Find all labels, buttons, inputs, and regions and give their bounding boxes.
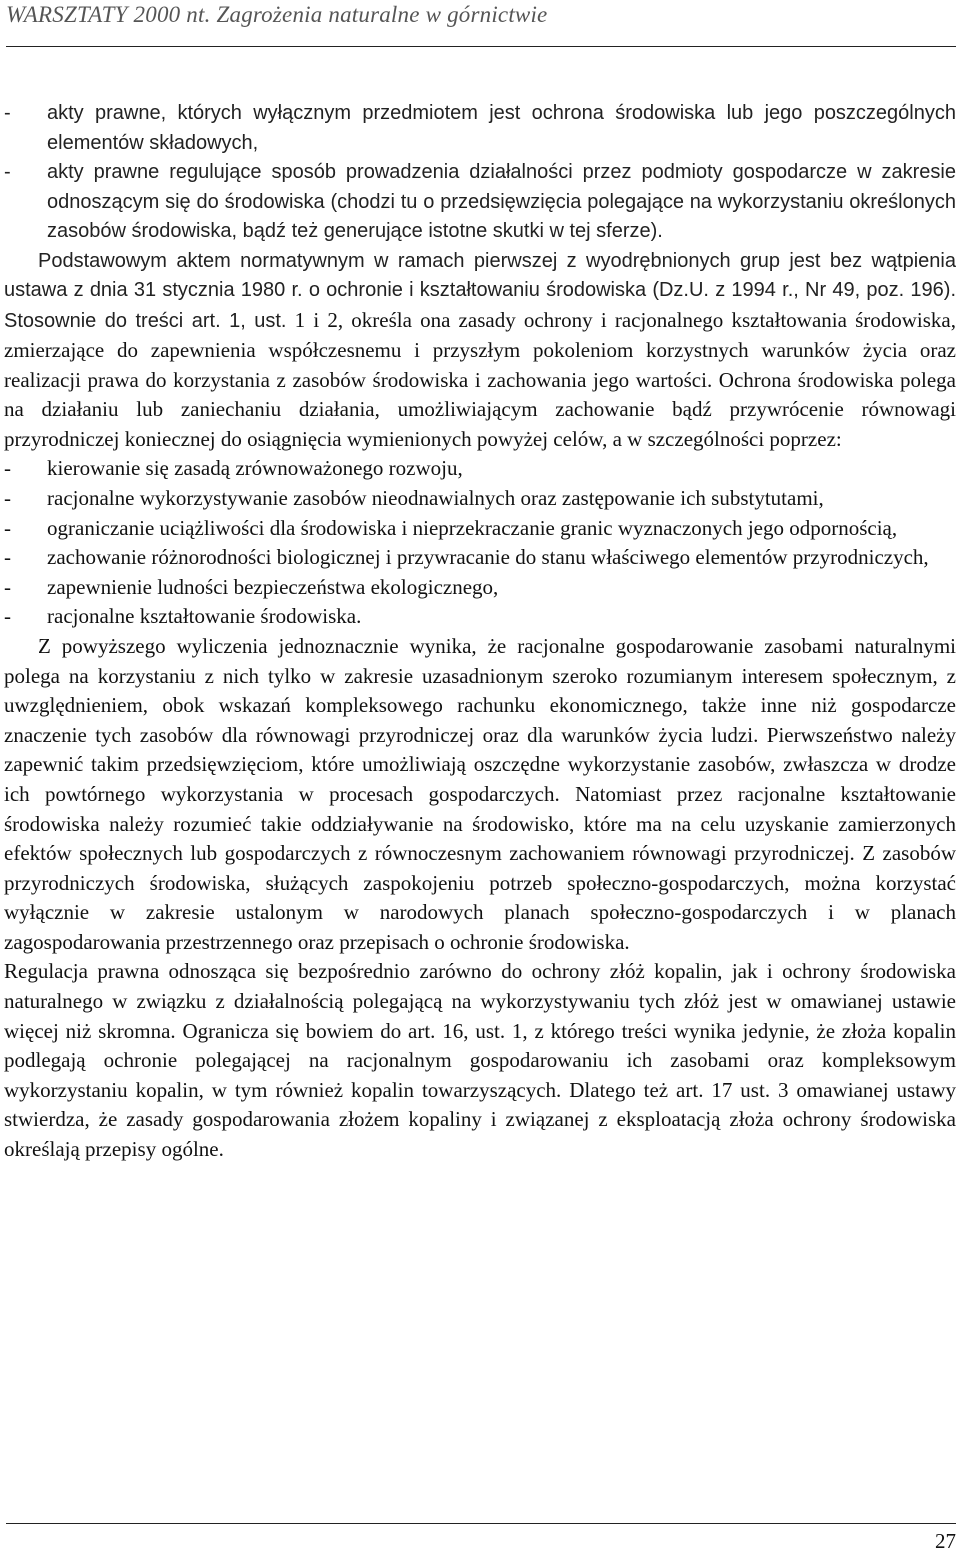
paragraph-deposit-regulation: Regulacja prawna odnosząca się bezpośrednio zarówno do ochrony złóż kopalin, jak i ochrony środowiska naturalnego w związku z działalnością polegającą na wykorzystywaniu tych złóż jest w omawianej ustawie więcej niż skromna. Ogranicza się bowiem do art. 16, ust. 1, z którego treści wynika jedynie, że złoża kopalin podlegają ochronie polegającej na racjonalnym gospodarowaniu ich zasobami oraz kompleksowym wykorzystaniu kopalin, w tym również kopalin towarzyszących. Dlatego też art. 17 ust. 3 omawianej ustawy stwierdza, że zasady gospodarowania złożem kopaliny i związanej z eksploatacją złoża ochrony środowiska określają przepisy ogólne.	[4, 959, 956, 1162]
list-dash: -	[4, 485, 11, 510]
list-item	[4, 454, 956, 484]
list-legal-acts	[4, 99, 956, 247]
list-item-text: akty prawne regulujące sposób prowadzenia działalności przez podmioty gospodarcze w zakresie odnoszącym się do środowiska (chodzi tu o przedsięwzięcia polegające na wykorzystaniu określonych zasobów środowiska, bądź też generujące istotne skutki w tej sferze).	[47, 161, 956, 242]
list-item	[4, 99, 956, 158]
list-item-text: zapewnienie ludności bezpieczeństwa ekologicznego,	[47, 574, 499, 599]
paragraph-statute-sans-part: Podstawowym aktem normatywnym w ramach pierwszej z wyodrębnionych grup jest bez wątpienia ustawa z dnia 31 stycznia 1980 r. o ochronie i kształtowaniu środowiska (Dz.U. z 1994 r., Nr 49, poz. 196). Stosownie do treści art. 1, ust.	[4, 249, 956, 332]
footer-rule	[6, 1523, 956, 1524]
list-dash: -	[4, 456, 11, 481]
list-item	[4, 573, 956, 603]
running-header-title: WARSZTATY 2000 nt. Zagrożenia naturalne w górnictwie	[6, 2, 548, 27]
paragraph-statute	[4, 247, 956, 455]
list-item	[4, 484, 956, 514]
list-item-text: racjonalne wykorzystywanie zasobów nieodnawialnych oraz zastępowanie ich substytutami,	[47, 485, 824, 510]
list-item-text: zachowanie różnorodności biologicznej i przywracanie do stanu właściwego elementów przyrodniczych,	[47, 545, 929, 570]
list-item	[4, 602, 956, 632]
list-dash: -	[4, 102, 11, 124]
page-header	[6, 0, 956, 50]
list-protection-means	[4, 454, 956, 632]
paragraph-statute-serif-part: 1 i 2, określa ona zasady ochrony i racjonalnego kształtowania środowiska, zmierzające do zapewnienia współczesnemu i przyszłym pokoleniom korzystnych warunków życia oraz realizacji prawa do korzystania z zasobów środowiska i zachowania jego wartości. Ochrona środowiska polega na działaniu lub zaniechaniu działania, umożliwiającym zachowanie bądź przywrócenie równowagi przyrodniczej koniecznej do osiągnięcia wymienionych powyżej celów, a w szczególności poprzez:	[4, 307, 956, 451]
list-dash: -	[4, 545, 11, 570]
page-body	[4, 99, 956, 1165]
page-number: 27	[935, 1529, 956, 1553]
list-dash: -	[4, 604, 11, 629]
list-item-text: kierowanie się zasadą zrównoważonego rozwoju,	[47, 456, 463, 481]
list-item	[4, 543, 956, 573]
list-dash: -	[4, 515, 11, 540]
list-item-text: racjonalne kształtowanie środowiska.	[47, 604, 362, 629]
list-item	[4, 514, 956, 544]
list-item-text: ograniczanie uciążliwości dla środowiska i nieprzekraczanie granic wyznaczonych jego odpornością,	[47, 515, 898, 540]
list-item	[4, 158, 956, 247]
list-dash: -	[4, 574, 11, 599]
header-rule	[6, 46, 956, 47]
paragraph-rational-management: Z powyższego wyliczenia jednoznacznie wynika, że racjonalne gospodarowanie zasobami naturalnymi polega na korzystaniu z nich tylko w zakresie uzasadnionym szeroko rozumianym interesem społecznym, z uwzględnieniem, obok wskazań kompleksowego rachunku ekonomicznego, także inne niż gospodarcze znaczenie tych zasobów dla równowagi przyrodniczej oraz dla warunków życia ludzi. Pierwszeństwo należy zapewnić takim przedsięwzięciom, które umożliwiają oszczędne wykorzystanie zasobów, zwłaszcza w drodze ich powtórnego wykorzystania w procesach gospodarczych. Natomiast przez racjonalne kształtowanie środowiska należy rozumieć takie oddziaływanie na środowisko, które ma na celu uzyskanie zamierzonych efektów społecznych lub gospodarczych z równoczesnym zachowaniem równowagi przyrodniczej. Z zasobów przyrodniczych środowiska, służących zaspokojeniu potrzeb społeczno-gospodarczych, można korzystać wyłącznie w zakresie ustalonym w narodowych planach społeczno-gospodarczych i w planach zagospodarowania przestrzennego oraz przepisach o ochronie środowiska.	[4, 633, 956, 954]
list-item-text: akty prawne, których wyłącznym przedmiotem jest ochrona środowiska lub jego poszczególnych elementów składowych,	[47, 102, 956, 154]
list-dash: -	[4, 161, 11, 183]
